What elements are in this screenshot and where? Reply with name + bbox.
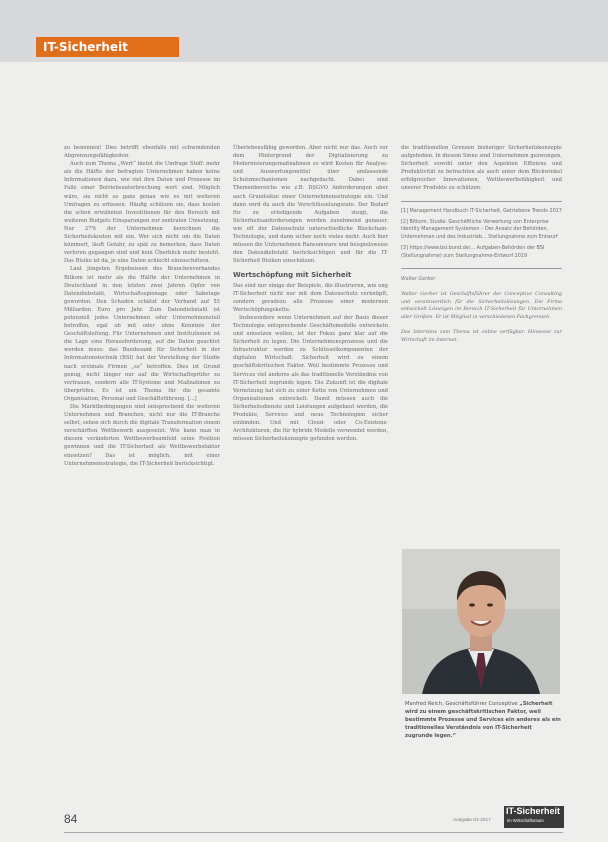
article-column-1 [64, 144, 220, 468]
issue-label: Ausgabe 01-2017 [453, 818, 491, 823]
paragraph: Laut jüngsten Ergebnissen des Branchenverbandes Bitkom ist mehr als die Hälfte der Unternehmen in Deutschland in den letzten zwei Jahren Opfer von Datendiebstahl, Wirtschaftsspionage oder Sabotage geworden. Den Schaden schätzt der Verband auf 55 Milliarden Euro pro Jahr. Zum Datendiebstahl ist potenziell jedes Unternehmen oder Unternehmensteil betroffen, egal ob mit oder ohne Kenntnis der Geschäftsleitung. Für Unternehmen und Institutionen ist die Lage eine Herausforderung, auf die Daten geachtet werden muss: das Bundesamt für Sicherheit in der Informationstechnik (BSI) hat der Vorstellung der Studie nach erstmals Firmen „so“ betroffen. Dies ist Grund genug, nicht länger nur auf die Wirtschaftsprüfer zu vertrauen, sondern alle IT-Systeme und Maßnahmen zu überprüfen. Es ist ein Thema für die gesamte Organisation, Personal und Geschäftsführung. [...] [64, 266, 220, 402]
caption-name: Manfred Reich, Geschäftsführer Conceptive [405, 701, 518, 707]
divider [401, 201, 562, 202]
section-title: IT-Sicherheit [36, 37, 179, 57]
paragraph: Insbesondere wenn Unternehmen auf der Basis dieser Technologie entsprechende Geschäftsmodelle entwickeln und umsetzen wollen, ist der Fokus ganz klar auf die Sicherheit zu legen. Die Unternehmensprozesse und die Infrastruktur werden zu Schlüsselkomponenten der digitalen Wirtschaft. Sicherheit wird zu einem geschäftskritischen Faktor. Weil bestimmte Prozesse und Services viel anderes als das traditionelle Verständnis von IT-Sicherheit zugrunde legen. Die Zukunft ist die digitale Vernetzung hat sich zu einer Kette von Unternehmen und Organisationen entwickelt. Damit müssen auch die Sicherheitsdienste und Leistungen aufgebaut werden, die Produkte, Services und neue Technologien sicher einbinden. Und mit Cloud- oder Co-Existenz-Architekturen, die für hybride Modelle verwendet werden, müssen Sicherheitskonzepte gefunden werden. [233, 314, 388, 443]
page-number: 84 [64, 812, 78, 826]
article-column-3 [401, 144, 562, 353]
portrait-image [402, 549, 560, 694]
reference-item: [3] https://www.bsi.bund.de/... Aufgaben-Behörden der BSI (Stellungnahme) zum Stellungnahme-Entwurf 2019 [401, 245, 545, 259]
logo-subtitle: im Wirtschaftsraum [507, 818, 544, 823]
paragraph: zu benennen! Dies betrifft ebenfalls mit schwindenden Abgrenzungsfähigkeiten. [64, 145, 220, 160]
paragraph: die traditionellen Grenzen bisheriger Sicherheitskonzepte aufgehoben. In diesem Sinne sind Unternehmen gezwungen, Sicherheit sowohl unter den Aspekten Effizienz und Produktivität zu betrachten als auch unter dem Blickwinkel erfolgreicher Innovationen, Wettbewerbsfähigkeit und unserer Produkte zu schützen. [401, 145, 562, 192]
paragraph: Die Marktbedingungen sind entsprechend die weiteren Unternehmen und Branchen, nicht nur die IT-Branche selbst, sehen sich durch die digitale Transformation einem verschärften Wettbewerb ausgesetzt. Wie kann man in diesem veränderten Wettbewerbsumfeld seine Position gewinnen und die IT-Sicherheit als Wettbewerbsfaktor einsetzen? Das ist möglich, mit einer Unternehmensstrategie, die IT-Sicherheit berücksichtigt. [64, 404, 220, 467]
article-column-2 [233, 144, 388, 443]
logo-title: IT-Sicherheit [506, 806, 561, 816]
paragraph: Auch zum Thema „Wert“ bietet die Umfrage Stoff: mehr als die Hälfte der befragten Unternehmen haben keine Informationen dazu, wie viel ihre Daten und Prozesse im Falle einer Betriebsunterbrechung wert sind. Möglich wäre, sie nicht so ganz genau wie es mit weiteren Umfragen zu erfassen. Häufig schätzen sie, dass kosten die schon erwähnten Investitionen für den Bereich mit weiteren Budgets Einsparungen zur zentralen Umsetzung. Nur 27% der Unternehmen berechnen die Sicherheitskosten mit ein. Wer sich nicht um die Daten kümmert, läuft Gefahr, zu spät zu bemerken, dass Daten verloren gegangen sind und kein Überblick mehr besteht. Das Risiko ist da, je eine Daten schlecht einzuschätzen. [64, 161, 220, 265]
author-portrait [402, 549, 560, 694]
author-bio-note: Das Interview zum Thema ist online verfügbar. Hinweise zur Wirtschaft im Internet. [401, 329, 562, 344]
author-bio: Walter Gerber ist Geschäftsführer der Conceptive Consulting und verantwortlich für die Sicherheitslösungen. Die Firma entwickelt Lösungen im Bereich IT-Sicherheit für Unternehmen aller Größen. Er ist Mitglied in verschiedenen Fachgremien. [401, 291, 562, 320]
reference-item: [2] Bitkom, Studie: Geschäftliche Verwertung von Enterprise Identity Management Systemen – Der Ansatz der Behörden, Unternehmen und des Industrieb... Stellungnahme zum Entwurf [401, 218, 558, 240]
caption-quote: „Sicherheit wird zu einem geschäftskritischen Faktor, weil bestimmte Prozesse und Services ein anderes als ein traditionelles Verständnis von IT-Sicherheit zugrunde legen.“ [405, 701, 561, 739]
section-subheading: Wertschöpfung mit Sicherheit [233, 271, 352, 280]
author-label: Walter Gerber [401, 276, 436, 282]
reference-item: [1] Management Handbuch IT-Sicherheit, Getriebene Trends 2017 [401, 207, 562, 214]
paragraph: Überlebensfähig geworden. Aber nicht nur das. Auch vor dem Hintergrund der Digitalisierung zu Modernisierungsmaßnahmen so wird Kosten für Analyse- und Auswertungsmittel über umfassende Schutzmechanismen nachgedacht. Dabei sind Themenbereiche wie z.B. DSGVO Anforderungen aber auch Grundsätze einer Unternehmensstrategie ein. Und dann wird da auch die Verschlüsselungsrate. Der Bedarf für zu erledigende Aufgaben steigt, die Sicherheitsanforderungen werden zunehmend genauer, wie oft der Datenschutz unterschiedliche Blockchain-Technologie, und dann sicher noch vieles mehr. Auch hier müssen die Unternehmen Ransomware und beispielsweise den Datendiebstahl berücksichtigen und für die IT-Sicherheit Risiken einschätzen. [233, 145, 388, 265]
magazine-logo [504, 806, 564, 828]
footer-rule [64, 832, 563, 833]
references [401, 208, 562, 260]
photo-caption [405, 700, 561, 740]
divider [401, 268, 562, 269]
paragraph: Das sind nur einige der Beispiele, die illustrieren, wie eng IT-Sicherheit nicht nur mit dem Datenschutz verknüpft, sondern geradezu alle Prozesse einer modernen Wertschöpfungskette. [233, 282, 388, 313]
